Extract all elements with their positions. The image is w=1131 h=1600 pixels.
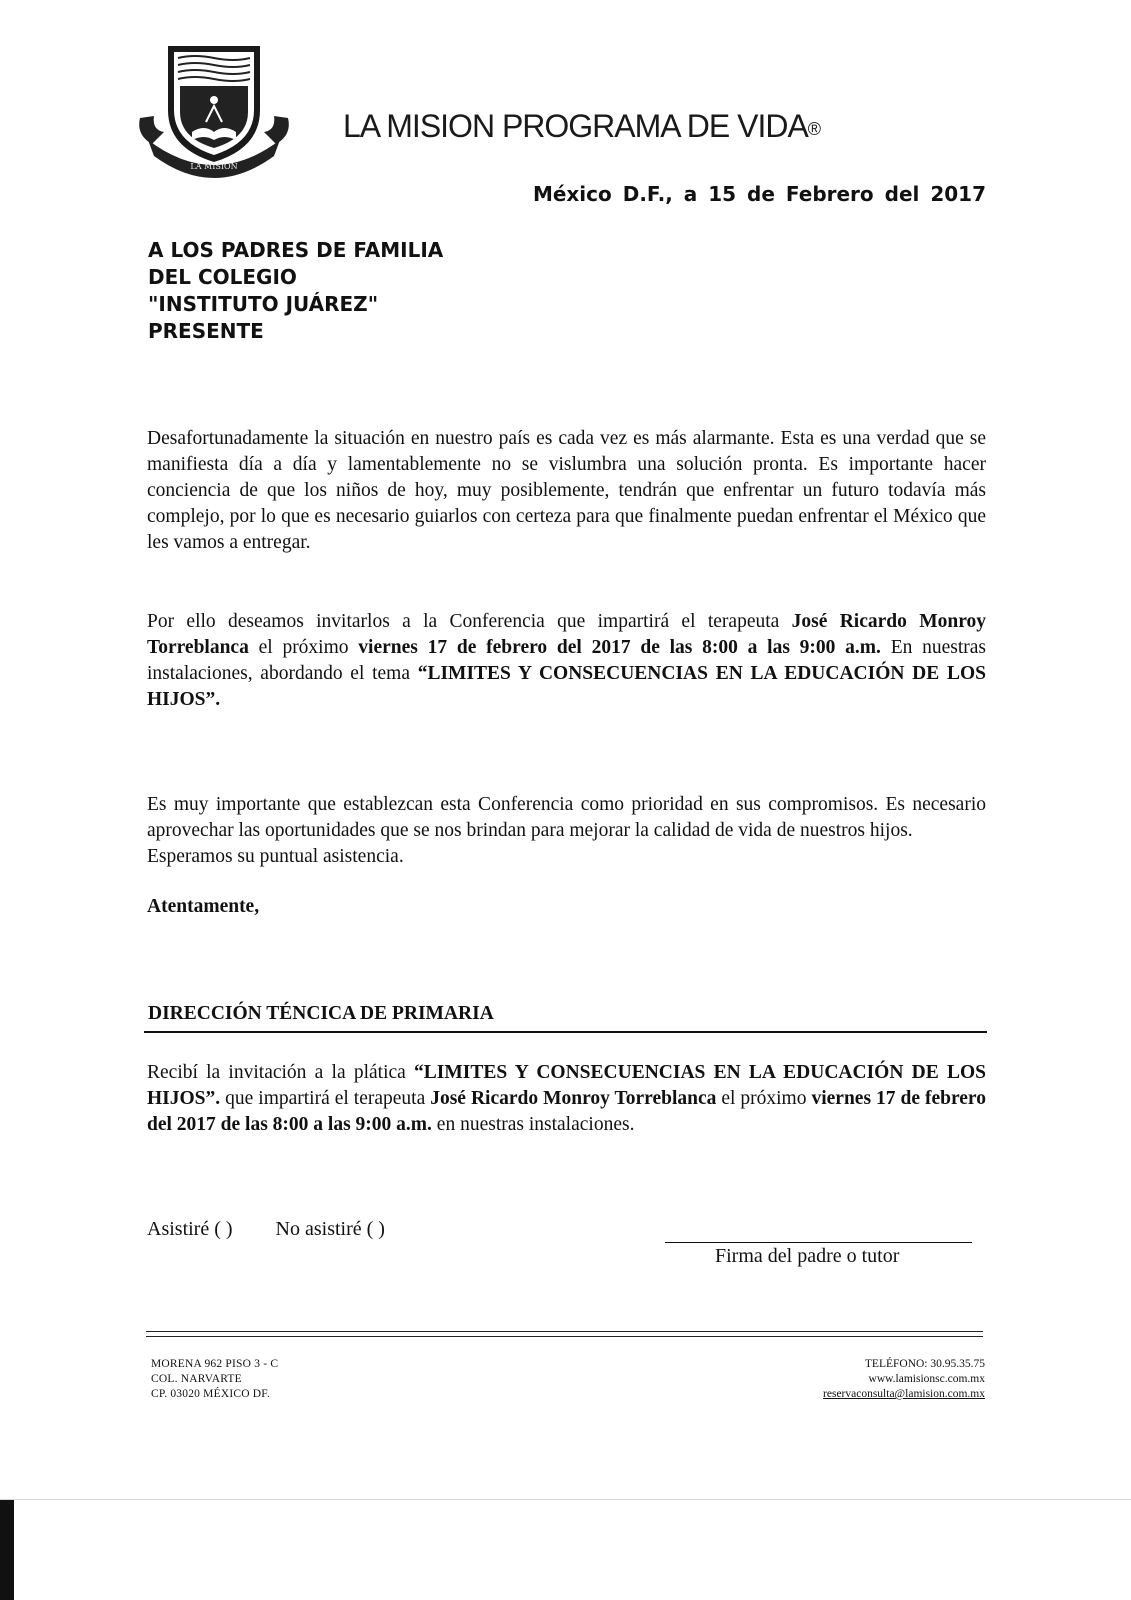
invitation-intro: Por ello deseamos invitarlos a la Conferencia que impartirá el terapeuta <box>147 611 792 632</box>
event-datetime: viernes 17 de febrero del 2017 de las 8:00 a las 9:00 a.m. <box>358 637 881 658</box>
scan-edge <box>0 1499 1131 1500</box>
logo-text: LA MISION <box>190 162 238 171</box>
department-rule <box>144 1031 987 1033</box>
address-line: CP. 03020 MÉXICO DF. <box>151 1388 271 1400</box>
addressee-block <box>148 237 443 345</box>
receipt-mid2: el próximo <box>716 1088 812 1109</box>
receipt-end: en nuestras instalaciones. <box>431 1114 635 1135</box>
priority-paragraph <box>147 792 986 870</box>
addressee-line: A LOS PADRES DE FAMILIA <box>148 238 444 262</box>
organization-name <box>343 108 820 145</box>
receipt-speaker: José Ricardo Monroy Torreblanca <box>430 1088 717 1109</box>
brand-text: LA MISION PROGRAMA DE VIDA <box>343 108 808 144</box>
receipt-intro: Recibí la invitación a la plática <box>147 1062 415 1083</box>
organization-logo <box>134 40 294 180</box>
phone: TELÉFONO: 30.95.35.75 <box>864 1358 985 1370</box>
receipt-datetime: viernes 17 de febrero del 2017 de las 8:00 a las 9:00 a.m. <box>147 1088 986 1135</box>
closing: Atentamente, <box>147 896 260 917</box>
footer-rule <box>146 1331 983 1332</box>
footer-address <box>151 1357 278 1402</box>
address-line: MORENA 962 PISO 3 - C <box>151 1358 279 1370</box>
receipt-topic: “LIMITES Y CONSECUENCIAS EN LA EDUCACIÓN DE LOS HIJOS”. <box>147 1062 986 1109</box>
invitation-paragraph <box>147 609 986 713</box>
website-link[interactable]: www.lamisionsc.com.mx <box>868 1373 985 1385</box>
attend-option[interactable]: Asistiré ( ) <box>147 1218 233 1240</box>
email-link[interactable]: reservaconsulta@lamision.com.mx <box>823 1388 985 1400</box>
footer-rule <box>146 1336 983 1337</box>
invitation-mid: el próximo <box>248 637 359 658</box>
speaker-name: José Ricardo Monroy Torreblanca <box>147 611 987 658</box>
receipt-paragraph <box>147 1060 986 1138</box>
department-title: DIRECCIÓN TÉNCICA DE PRIMARIA <box>148 1003 494 1024</box>
scan-artifact <box>0 1500 14 1600</box>
not-attend-option[interactable]: No asistiré ( ) <box>275 1218 385 1240</box>
signature-line[interactable] <box>665 1242 972 1243</box>
footer-contact <box>823 1357 985 1402</box>
address-line: COL. NARVARTE <box>151 1373 242 1385</box>
event-topic: “LIMITES Y CONSECUENCIAS EN LA EDUCACIÓN DE LOS HIJOS”. <box>147 663 986 710</box>
addressee-line: DEL COLEGIO <box>148 265 297 289</box>
date-line: México D.F., a 15 de Febrero del 2017 <box>532 182 986 206</box>
signature-label: Firma del padre o tutor <box>715 1245 900 1267</box>
priority-text: Es muy importante que establezcan esta Conferencia como prioridad en sus compromisos. Es necesario aprovechar las oportunidades que se nos brindan para mejorar la calidad de vida de nuestros hijos. <box>147 794 986 841</box>
attendance-request: Esperamos su puntual asistencia. <box>147 846 404 867</box>
registered-mark: ® <box>807 119 821 139</box>
intro-paragraph: Desafortunadamente la situación en nuestro país es cada vez es más alarmante. Esta es una verdad que se manifiesta día a día y lamentablemente no se vislumbra una solución pronta. Es importante hacer conciencia de que los niños de hoy, muy posiblemente, tendrán que enfrentar un futuro todavía más complejo, por lo que es necesario guiarlos con certeza para que finalmente puedan enfrentar el México que les vamos a entregar. <box>147 428 986 553</box>
addressee-line: PRESENTE <box>148 319 264 343</box>
receipt-mid: que impartirá el terapeuta <box>220 1088 431 1109</box>
attendance-options <box>147 1218 385 1241</box>
addressee-line: "INSTITUTO JUÁREZ" <box>148 292 379 316</box>
invitation-mid2: En nuestras instalaciones, abordando el tema <box>147 637 987 684</box>
